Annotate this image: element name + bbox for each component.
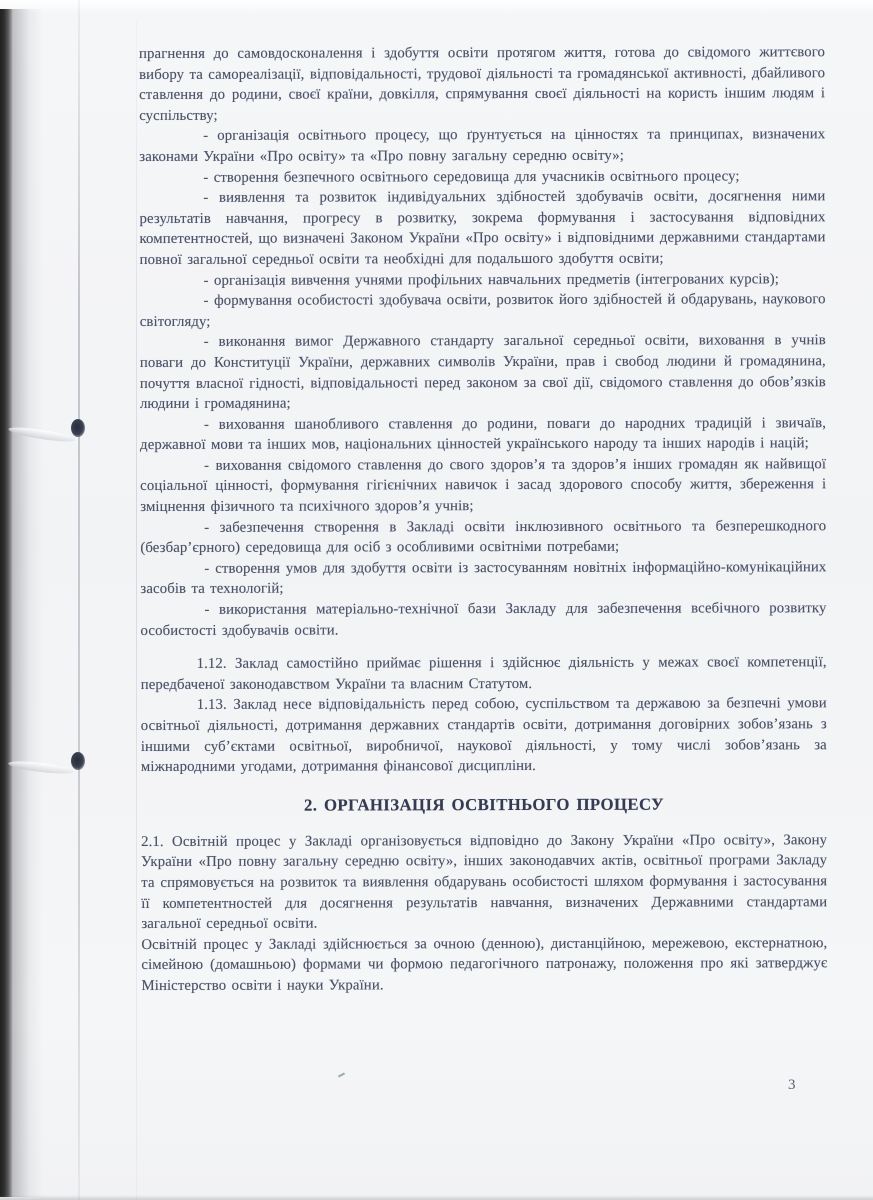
paragraph: - забезпечення створення в Закладі освіти інклюзивного освітнього та безперешкодного (безбар’єрного) середовища для осіб з особливими освітніми потребами; [140,517,827,557]
paragraph: - організація освітнього процесу, що ґрунтується на цінностях та принципах, визначених законами України «Про освіту» та «Про повну загальну середню освіту»; [139,126,826,165]
binder-hole [71,752,85,770]
scan-bottom-shadow [0,1195,873,1200]
paper-crease [78,0,80,1200]
paragraph: прагнення до самовдосконалення і здобуття освіти протягом життя, готова до свідомого життєвого вибору та самореалізації, відповідальності, трудової діяльності та громадянської активності, дбайливого ставлення до родини, своєї країни, довкілля, спрямування своєї діяльності на користь іншим людям і суспільству; [139,44,826,124]
document-body [139,42,827,996]
paper-crease-inner [136,20,137,1200]
page-number: 3 [788,1077,796,1093]
scan-artifact-mark [338,1072,345,1077]
paragraph: - створення безпечного освітнього середовища для учасників освітнього процесу; [203,167,740,186]
paragraph: - виховання свідомого ставлення до свого здоров’я та здоров’я інших громадян як найвищої соціальної цінності, формування гігієнічних навичок і засад здорового способу життя, збереження і зміцнення фізичного та психічного здоров’я учнів; [140,456,827,516]
paragraph: - створення умов для здобуття освіти із застосуванням новітніх інформаційно-комунікаційних засобів та технологій; [140,559,827,598]
scanner-edge-fade [13,9,43,1197]
paragraph: 1.12. Заклад самостійно приймає рішення і здійснює діяльність у межах своєї компетенції, передбаченої законодавством України та власним Статутом. [140,654,827,693]
paragraph: - виконання вимог Державного стандарту загальної середньої освіти, виховання в учнів поваги до Конституції України, державних символів України, прав і свобод людини й громадянина, почуття власної гідності, відповідальності перед законом за свої дії, свідомого ставлення до обов’язків людини і громадянина; [139,332,826,413]
binder-hole [71,419,85,437]
paragraph: - формування особистості здобувача освіти, розвиток його здібностей й обдарувань, наукового світогляду; [139,291,826,330]
paragraph: - виховання шанобливого ставлення до родини, поваги до народних традицій і звичаїв, державної мови та інших мов, національних цінностей українського народу та інших народів і націй; [140,414,827,454]
paragraph: 1.13. Заклад несе відповідальність перед собою, суспільством та державою за безпечні умови освітньої діяльності, дотримання державних стандартів освіти, дотримання договірних зобов’язань з іншими суб’єктами освітньої, виробничої, наукової діяльності, у тому числі зобов’язань за міжнародними угодами, дотримання фінансової дисципліни. [140,695,827,776]
paragraph: Освітній процес у Закладі здійснюється за очною (денною), дистанційною, мережевою, екстернатною, сімейною (домашньою) формами чи формою педагогічного патронажу, положення про які затверджує Міністерство освіти і науки України. [141,934,828,994]
paragraph: 2.1. Освітній процес у Закладі організовується відповідно до Закону України «Про освіту», Закону України «Про повну загальну середню освіту», інших законодавчих актів, освітньої програми Закладу та спрямовується на розвиток та виявлення обдарувань особистості шляхом формування і застосування її компетентностей для досягнення результатів навчання, визначених Державними стандартами загальної середньої освіти. [141,831,828,933]
paragraph: - організація вивчення учнями профільних навчальних предметів (інтегрованих курсів); [203,270,779,289]
section-heading: 2. ОРГАНІЗАЦІЯ ОСВІТНЬОГО ПРОЦЕСУ [303,794,665,815]
scanner-edge-shadow [0,9,13,1197]
paragraph: - виявлення та розвиток індивідуальних здібностей здобувачів освіти, досягнення ними результатів навчання, прогресу в розвитку, зокрема формування і застосування відповідних компетентностей, що визначені Законом України «Про освіту» і відповідними державними стандартами повної загальної середньої освіти та необхідні для подальшого здобуття освіти; [139,188,826,268]
paragraph: - використання матеріально-технічної бази Закладу для забезпечення всебічного розвитку особистості здобувачів освіти. [140,600,827,639]
